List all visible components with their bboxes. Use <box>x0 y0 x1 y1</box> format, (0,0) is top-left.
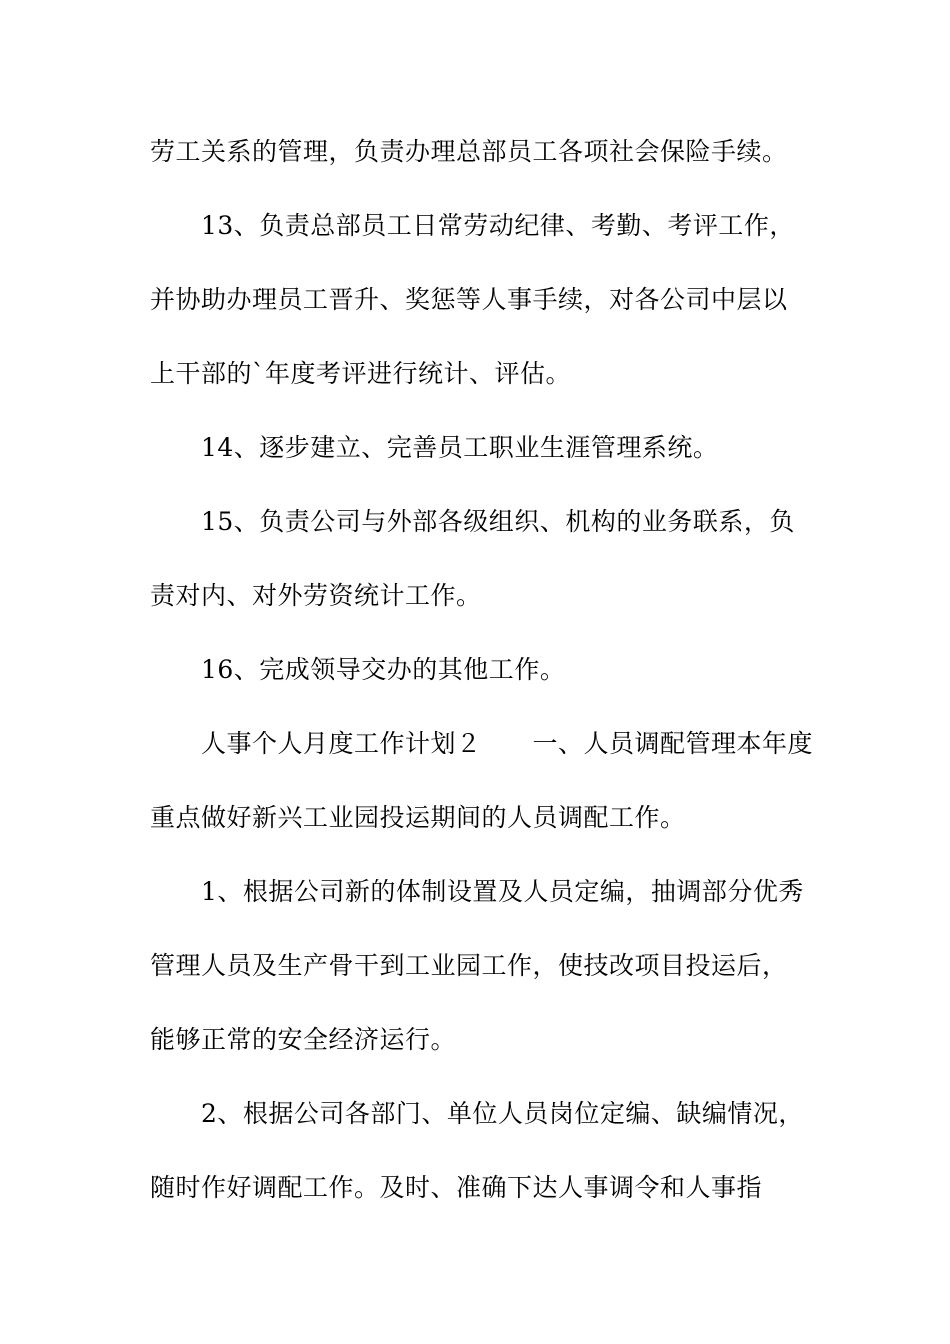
text-line: 1、根据公司新的体制设置及人员定编，抽调部分优秀 <box>201 877 804 906</box>
text-line: 能够正常的安全经济运行。 <box>150 1025 457 1054</box>
text-line: 13、负责总部员工日常劳动纪律、考勤、考评工作， <box>201 211 795 240</box>
text-line: 管理人员及生产骨干到工业园工作，使技改项目投运后， <box>150 951 788 980</box>
text-line: 人事个人月度工作计划２ 一、人员调配管理本年度 <box>201 729 814 758</box>
text-line: 16、完成领导交办的其他工作。 <box>201 655 566 684</box>
text-line: 重点做好新兴工业园投运期间的人员调配工作。 <box>150 803 686 832</box>
text-line: 劳工关系的管理，负责办理总部员工各项社会保险手续。 <box>150 137 788 166</box>
text-line: 上干部的`年度考评进行统计、评估。 <box>150 359 572 388</box>
text-line: 并协助办理员工晋升、奖惩等人事手续，对各公司中层以 <box>150 285 788 314</box>
text-line: 责对内、对外劳资统计工作。 <box>150 581 482 610</box>
text-line: 15、负责公司与外部各级组织、机构的业务联系，负 <box>201 507 795 536</box>
text-line: 随时作好调配工作。及时、准确下达人事调令和人事指 <box>150 1173 763 1202</box>
text-line: 2、根据公司各部门、单位人员岗位定编、缺编情况， <box>201 1099 804 1128</box>
text-line: 14、逐步建立、完善员工职业生涯管理系统。 <box>201 433 719 462</box>
